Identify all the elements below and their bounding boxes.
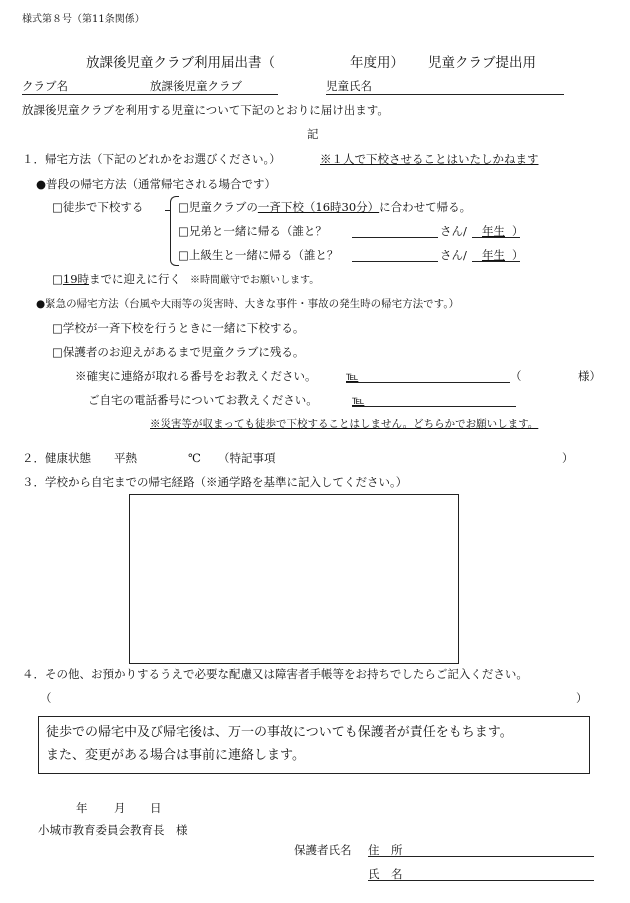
form-title-destination: 児童クラブ提出用 [428, 55, 536, 71]
contact-paren-open: （ [510, 369, 522, 383]
form-number: 様式第８号（第11条関係） [22, 14, 145, 25]
emergency-option-wait[interactable]: □保護者のお迎えがあるまで児童クラブに残る。 [52, 345, 305, 359]
temp-unit: ℃ [188, 451, 201, 465]
walk-home-option[interactable]: □徒歩で下校する [52, 200, 144, 214]
normal-temp-label: 平熱 [114, 451, 137, 465]
special-notes-close: ） [562, 451, 574, 465]
child-name-label: 児童氏名 [326, 79, 372, 93]
section4-close-paren: ） [576, 691, 588, 705]
group-dismissal-pre: □児童クラブの [178, 200, 258, 214]
contact-number-label: ※確実に連絡が取れる番号をお教えください。 [75, 369, 317, 383]
child-name-field[interactable] [326, 94, 564, 95]
sibling-san: さん/ [440, 224, 467, 238]
emergency-heading: ●緊急の帰宅方法（台風や大雨等の災害時、大きな事件・事故の発生時の帰宅方法です。） [36, 298, 460, 310]
home-tel-label: ご自宅の電話番号についてお教えください。 [88, 393, 318, 407]
home-tel-mark: ℡ [352, 393, 365, 407]
senior-name-field[interactable] [352, 261, 438, 262]
group-dismissal-time: 一斉下校（16時30分） [257, 200, 380, 214]
sibling-option[interactable]: □兄弟と一緒に帰る（誰と？ [178, 224, 327, 238]
senior-san: さん/ [440, 248, 467, 262]
pickup-text: までに迎えに行く [89, 272, 182, 286]
contact-suffix: 様） [578, 369, 601, 383]
club-name-value: 放課後児童クラブ [150, 79, 242, 93]
section3-heading: ３．学校から自宅までの帰宅経路（※通学路を基準に記入してください。） [22, 475, 408, 489]
emergency-option-school[interactable]: □学校が一斉下校を行うときに一緒に下校する。 [52, 321, 305, 335]
section4-heading: ４．その他、お預かりするうえで必要な配慮又は障害者手帳等をお持ちでしたらご記入ください。 [22, 667, 528, 681]
sibling-close-paren: ） [512, 224, 524, 238]
date-day: 日 [150, 801, 162, 815]
special-notes-label: （特記事項 [218, 451, 276, 465]
guardian-name-field[interactable] [368, 880, 594, 881]
ki-heading: 記 [307, 127, 319, 141]
address-label: 住 所 [368, 843, 403, 857]
contact-tel-mark: ℡ [346, 369, 359, 383]
warning-text: ※１人で下校させることはいたしかねます [320, 152, 539, 166]
route-map-box[interactable] [129, 494, 459, 664]
form-title-year: 年度用） [350, 55, 404, 71]
date-year: 年 [76, 801, 88, 815]
section4-open-paren: （ [40, 691, 52, 705]
home-tel-field[interactable] [352, 406, 516, 407]
senior-grade-label: 年生 [482, 248, 505, 262]
date-month: 月 [114, 801, 126, 815]
form-title: 放課後児童クラブ利用届出書（ [86, 55, 275, 71]
sibling-grade-label: 年生 [482, 224, 505, 238]
group-dismissal-option[interactable] [178, 201, 471, 215]
normal-return-heading: ●普段の帰宅方法（通常帰宅される場合です） [36, 177, 277, 191]
senior-option[interactable]: □上級生と一緒に帰る（誰と？ [178, 248, 339, 262]
contact-number-field[interactable] [346, 382, 510, 383]
pickup-checkbox: □ [52, 272, 63, 286]
pickup-time: 19時 [62, 272, 90, 286]
disaster-note: ※災害等が収まっても徒歩で下校することはしません。どちらかでお願いします。 [150, 418, 539, 430]
club-name-label: クラブ名 [22, 79, 68, 93]
notice-line1: 徒歩での帰宅中及び帰宅後は、万一の事故についても保護者が責任をもちます。 [46, 725, 513, 740]
pickup-option[interactable] [52, 273, 181, 287]
sibling-name-field[interactable] [352, 237, 438, 238]
pickup-note: ※時間厳守でお願いします。 [190, 275, 320, 286]
club-name-underline [22, 94, 278, 95]
notice-line2: また、変更がある場合は事前に連絡します。 [46, 748, 305, 763]
guardian-name-label: 氏 名 [368, 867, 403, 881]
option-brace-nub [165, 210, 170, 211]
group-dismissal-post: に合わせて帰る。 [379, 200, 472, 214]
section2-heading: ２．健康状態 [22, 451, 91, 465]
section1-heading: １．帰宅方法（下記のどれかをお選びください。） [22, 152, 281, 166]
address-field[interactable] [368, 856, 594, 857]
addressee: 小城市教育委員会教育長 様 [38, 823, 188, 837]
intro-text: 放課後児童クラブを利用する児童について下記のとおりに届け出ます。 [22, 103, 389, 117]
guardian-label: 保護者氏名 [294, 843, 352, 857]
senior-close-paren: ） [512, 248, 524, 262]
